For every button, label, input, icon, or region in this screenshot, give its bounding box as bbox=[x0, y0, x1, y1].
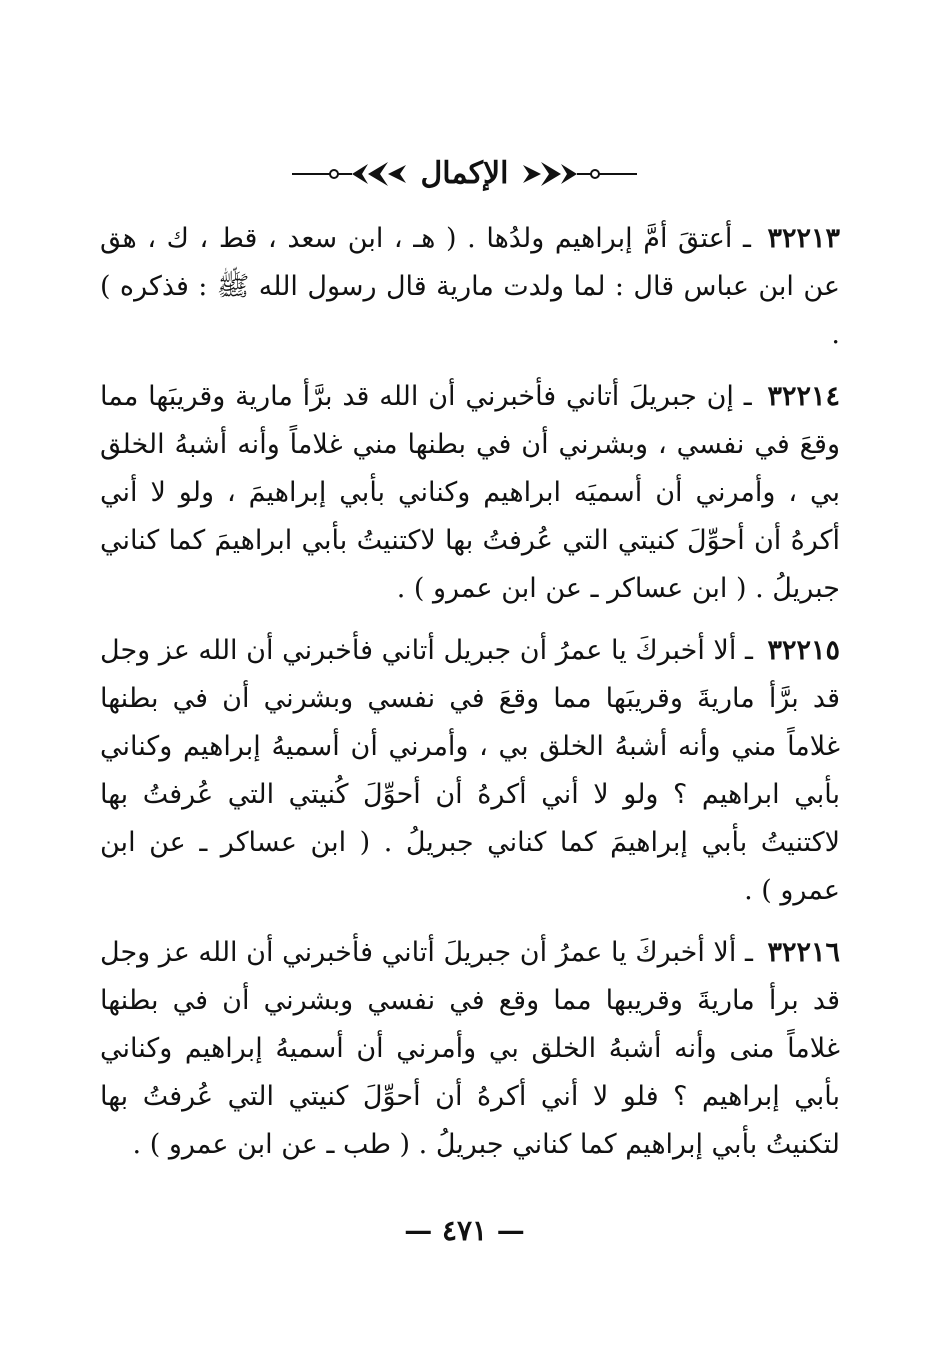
hadith-number: ٣٢٢١٥ bbox=[767, 635, 840, 666]
hadith-number: ٣٢٢١٣ bbox=[767, 223, 840, 254]
right-ornament-icon bbox=[519, 159, 639, 189]
hadith-text: ـ ألا أخبركَ يا عمرُ أن جبريلَ أتاني فأخبرني أن الله عز وجل قد برأ ماريةَ وقريبها مما وقع في نفسي وبشرني أن في بطنها غلاماً منى وأنه أشبهُ الخلق بي وأمرني أن أسميهُ إبراهيم وكناني بأبي إبراهيم ؟ فلو لا أني أكرهُ أن أحوِّلَ كنيتي التي عُرفتُ بها لتكنيتُ بأبي إبراهيم كما كناني جبريلُ . ( طب ـ عن ابن عمرو ) . bbox=[100, 937, 840, 1160]
page-number: — ٤٧١ — bbox=[404, 1214, 525, 1247]
hadith-entry bbox=[100, 373, 840, 613]
page-header-title: الإكمال bbox=[420, 156, 509, 191]
hadith-entry bbox=[100, 215, 840, 359]
hadith-entry bbox=[100, 627, 840, 915]
left-ornament-icon bbox=[290, 159, 410, 189]
hadith-text: ـ إن جبريلَ أتاني فأخبرني أن الله قد برَّأ مارية وقريبَها مما وقعَ في نفسي ، وبشرني أن في بطنها مني غلاماً وأنه أشبهُ الخلق بي ، وأمرني أن أسميَه ابراهيم وكناني بأبي إبراهيمَ ، ولو لا أني أكرهُ أن أحوِّلَ كنيتي التي عُرفتُ بها لاكتنيتُ بأبي ابراهيمَ كما كناني جبريلُ . ( ابن عساكر ـ عن ابن عمرو ) . bbox=[100, 381, 840, 604]
page-header bbox=[0, 152, 929, 196]
hadith-number: ٣٢٢١٦ bbox=[767, 937, 840, 968]
hadith-entry bbox=[100, 929, 840, 1169]
page-body bbox=[100, 215, 840, 1183]
hadith-number: ٣٢٢١٤ bbox=[767, 381, 840, 412]
hadith-text: ـ أعتقَ أمَّ إبراهيم ولدُها . ( هـ ، ابن سعد ، قط ، ك ، هق عن ابن عباس قال : لما ولدت مارية قال رسول الله ﷺ : فذكره ) . bbox=[100, 223, 840, 350]
hadith-text: ـ ألا أخبركَ يا عمرُ أن جبريل أتاني فأخبرني أن الله عز وجل قد برَّأ ماريةَ وقريبَها مما وقعَ في نفسي وبشرني أن في بطنها غلاماً مني وأنه أشبهُ الخلق بي ، وأمرني أن أسميهُ إبراهيم وكناني بأبي ابراهيم ؟ ولو لا أني أكرهُ أن أحوِّلَ كُنيتي التي عُرفتُ بها لاكتنيتُ بأبي إبراهيمَ كما كناني جبريلُ . ( ابن عساكر ـ عن ابن عمرو ) . bbox=[100, 635, 840, 906]
